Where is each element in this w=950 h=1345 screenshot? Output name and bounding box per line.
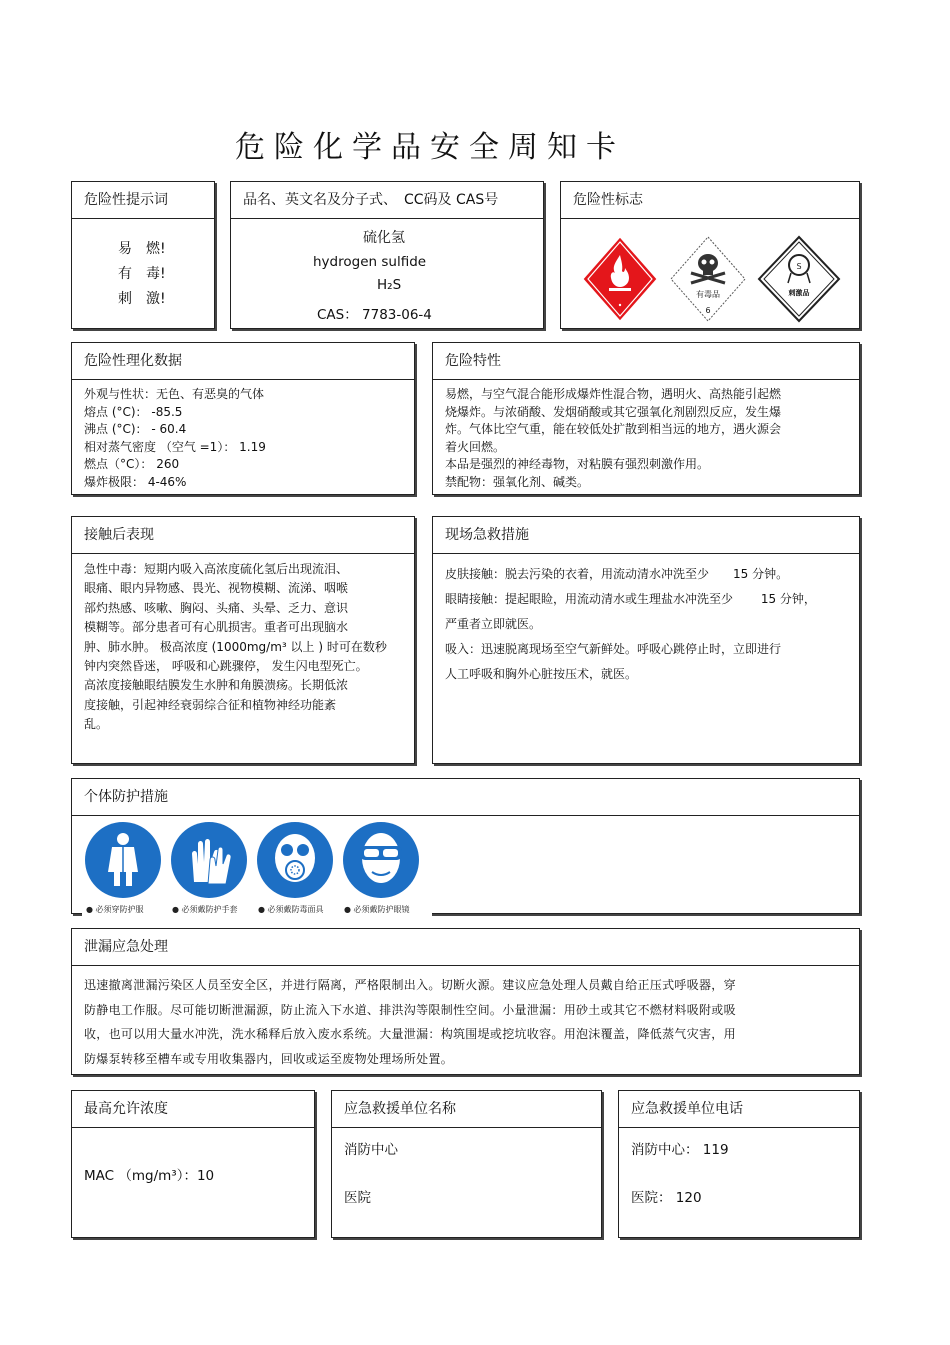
spill-box <box>71 928 860 1075</box>
product-box <box>230 181 544 329</box>
exposure-line: 高浓度接触眼结膜发生水肿和角膜溃疡。长期低浓 <box>84 678 349 693</box>
spill-line: 收，也可以用大量水冲洗，洗水稀释后放入废水系统。大量泄漏：构筑围堤或挖坑收容。用泡沫覆盖，降低蒸气灾害，用 <box>84 1027 736 1042</box>
exposure-line: 眼痛、眼内异物感、畏光、视物模糊、流涕、咽喉 <box>84 581 349 596</box>
first-aid-header: 现场急救措施 <box>433 517 859 554</box>
flame-icon <box>579 233 661 325</box>
physchem-line: 沸点 (°C)： - 60.4 <box>84 422 187 437</box>
physchem-line: 外观与性状：无色、有恶臭的气体 <box>84 387 265 401</box>
ppe-label-goggles: ● 必须戴防护眼镜 <box>344 905 410 914</box>
hazard-word-flammable: 易 燃! <box>118 241 166 257</box>
mac-header: 最高允许浓度 <box>72 1091 314 1128</box>
goggles-icon <box>343 822 419 898</box>
first-aid-line: 人工呼吸和胸外心脏按压术，就医。 <box>445 667 638 681</box>
hazard-signs-strip <box>579 233 849 325</box>
rescue-units-box <box>331 1090 602 1238</box>
physchem-header: 危险性理化数据 <box>72 343 414 380</box>
product-en-name: hydrogen sulfide <box>313 254 427 270</box>
hazard-word-irritant: 刺 激! <box>118 291 166 307</box>
ppe-label-gas-mask: ● 必须戴防毒面具 <box>258 905 324 914</box>
product-cas: CAS： 7783-06-4 <box>317 307 432 323</box>
physchem-box <box>71 342 415 495</box>
physchem-line: 熔点 (°C)： -85.5 <box>84 404 183 419</box>
first-aid-line: 眼睛接触：提起眼睑，用流动清水或生理盐水冲洗至少 15 分钟， <box>445 592 816 606</box>
hazard-props-box <box>432 342 860 495</box>
irritant-icon <box>755 233 843 325</box>
irritant-sign-label: 刺激品 <box>788 289 810 297</box>
exposure-line: 模糊等。部分患者可有心肌损害。重者可出现脑水 <box>84 620 349 635</box>
hazard-props-line: 烧爆炸。与浓硝酸、发烟硝酸或其它强氧化剂剧烈反应，发生爆 <box>445 404 782 419</box>
product-formula: H₂S <box>377 277 402 293</box>
spill-line: 迅速撤离泄漏污染区人员至安全区，并进行隔离，严格限制出入。切断火源。建议应急处理人员戴自给正压式呼吸器，穿 <box>84 978 736 992</box>
hazard-props-line: 本品是强烈的神经毒物，对粘膜有强烈刺激作用。 <box>445 457 710 472</box>
spill-line: 防爆泵转移至槽车或专用收集器内，回收或运至废物处理场所处置。 <box>84 1051 454 1066</box>
product-header: 品名、英文名及分子式、 CC码及 CAS号 <box>231 182 543 219</box>
hazard-words-header: 危险性提示词 <box>72 182 214 219</box>
ppe-label-suit: ● 必须穿防护服 <box>86 905 144 914</box>
mac-value: MAC （mg/m³）：10 <box>84 1168 215 1184</box>
ppe-label-gloves: ● 必须戴防护手套 <box>172 905 238 914</box>
ppe-strip <box>82 820 432 916</box>
product-cn-name: 硫化氢 <box>363 230 405 246</box>
exposure-line: 部灼热感、咳嗽、胸闷、头痛、头晕、乏力、意识 <box>84 600 349 615</box>
ppe-box <box>71 778 860 914</box>
skull-icon <box>667 233 749 325</box>
gloves-icon <box>171 822 247 898</box>
hazard-props-line: 着火回燃。 <box>445 439 506 454</box>
first-aid-line: 吸入：迅速脱离现场至空气新鲜处。呼吸心跳停止时，立即进行 <box>445 642 782 656</box>
hazard-props-line: 易燃，与空气混合能形成爆炸性混合物，遇明火、高热能引起燃 <box>445 387 782 401</box>
hazard-props-line: 禁配物：强氧化剂、碱类。 <box>445 474 590 489</box>
hazard-props-header: 危险特性 <box>433 343 859 380</box>
rescue-phone-fire: 消防中心： 119 <box>631 1142 729 1158</box>
spill-line: 防静电工作服。尽可能切断泄漏源，防止流入下水道、排洪沟等限制性空间。小量泄漏：用砂土或其它不燃材料吸附或吸 <box>84 1002 736 1017</box>
physchem-line: 爆炸极限： 4-46% <box>84 474 187 489</box>
rescue-unit-hospital: 医院 <box>344 1190 371 1206</box>
exposure-box <box>71 516 415 764</box>
gas-mask-icon <box>257 822 333 898</box>
first-aid-line: 严重者立即就医。 <box>445 617 542 631</box>
rescue-units-header: 应急救援单位名称 <box>332 1091 601 1128</box>
hazard-word-toxic: 有 毒! <box>118 266 166 282</box>
skull-sign-label: 有毒品 <box>696 290 720 299</box>
exposure-line: 急性中毒：短期内吸入高浓度硫化氢后出现流泪、 <box>84 562 349 576</box>
exposure-line: 肿、肺水肿。 极高浓度 (1000mg/m³ 以上 ) 时可在数秒 <box>84 639 387 654</box>
rescue-phones-header: 应急救援单位电话 <box>619 1091 859 1128</box>
rescue-phone-hospital: 医院： 120 <box>631 1190 702 1206</box>
hazard-signs-box <box>560 181 860 329</box>
mac-box <box>71 1090 315 1238</box>
svg-text:S: S <box>796 262 802 271</box>
rescue-unit-fire: 消防中心 <box>344 1142 398 1158</box>
exposure-line: 乱。 <box>84 717 109 732</box>
exposure-line: 度接触，引起神经衰弱综合征和植物神经功能紊 <box>84 697 337 712</box>
first-aid-line: 皮肤接触：脱去污染的衣着，用流动清水冲洗至少 15 分钟。 <box>445 567 789 581</box>
page-title: 危险化学品安全周知卡 <box>235 130 625 165</box>
physchem-line: 相对蒸气密度 （空气 =1）： 1.19 <box>84 439 266 454</box>
protective-suit-icon <box>85 822 161 898</box>
exposure-header: 接触后表现 <box>72 517 414 554</box>
first-aid-box <box>432 516 860 764</box>
skull-sign-number: 6 <box>705 306 711 315</box>
hazard-props-line: 炸。气体比空气重，能在较低处扩散到相当远的地方，遇火源会 <box>445 422 782 437</box>
hazard-signs-header: 危险性标志 <box>561 182 859 219</box>
rescue-phones-box <box>618 1090 860 1238</box>
ppe-header: 个体防护措施 <box>72 779 859 816</box>
exposure-line: 钟内突然昏迷， 呼吸和心跳骤停， 发生闪电型死亡。 <box>84 659 368 674</box>
physchem-line: 燃点（°C）： 260 <box>84 457 180 472</box>
hazard-words-box <box>71 181 215 329</box>
spill-header: 泄漏应急处理 <box>72 929 859 966</box>
